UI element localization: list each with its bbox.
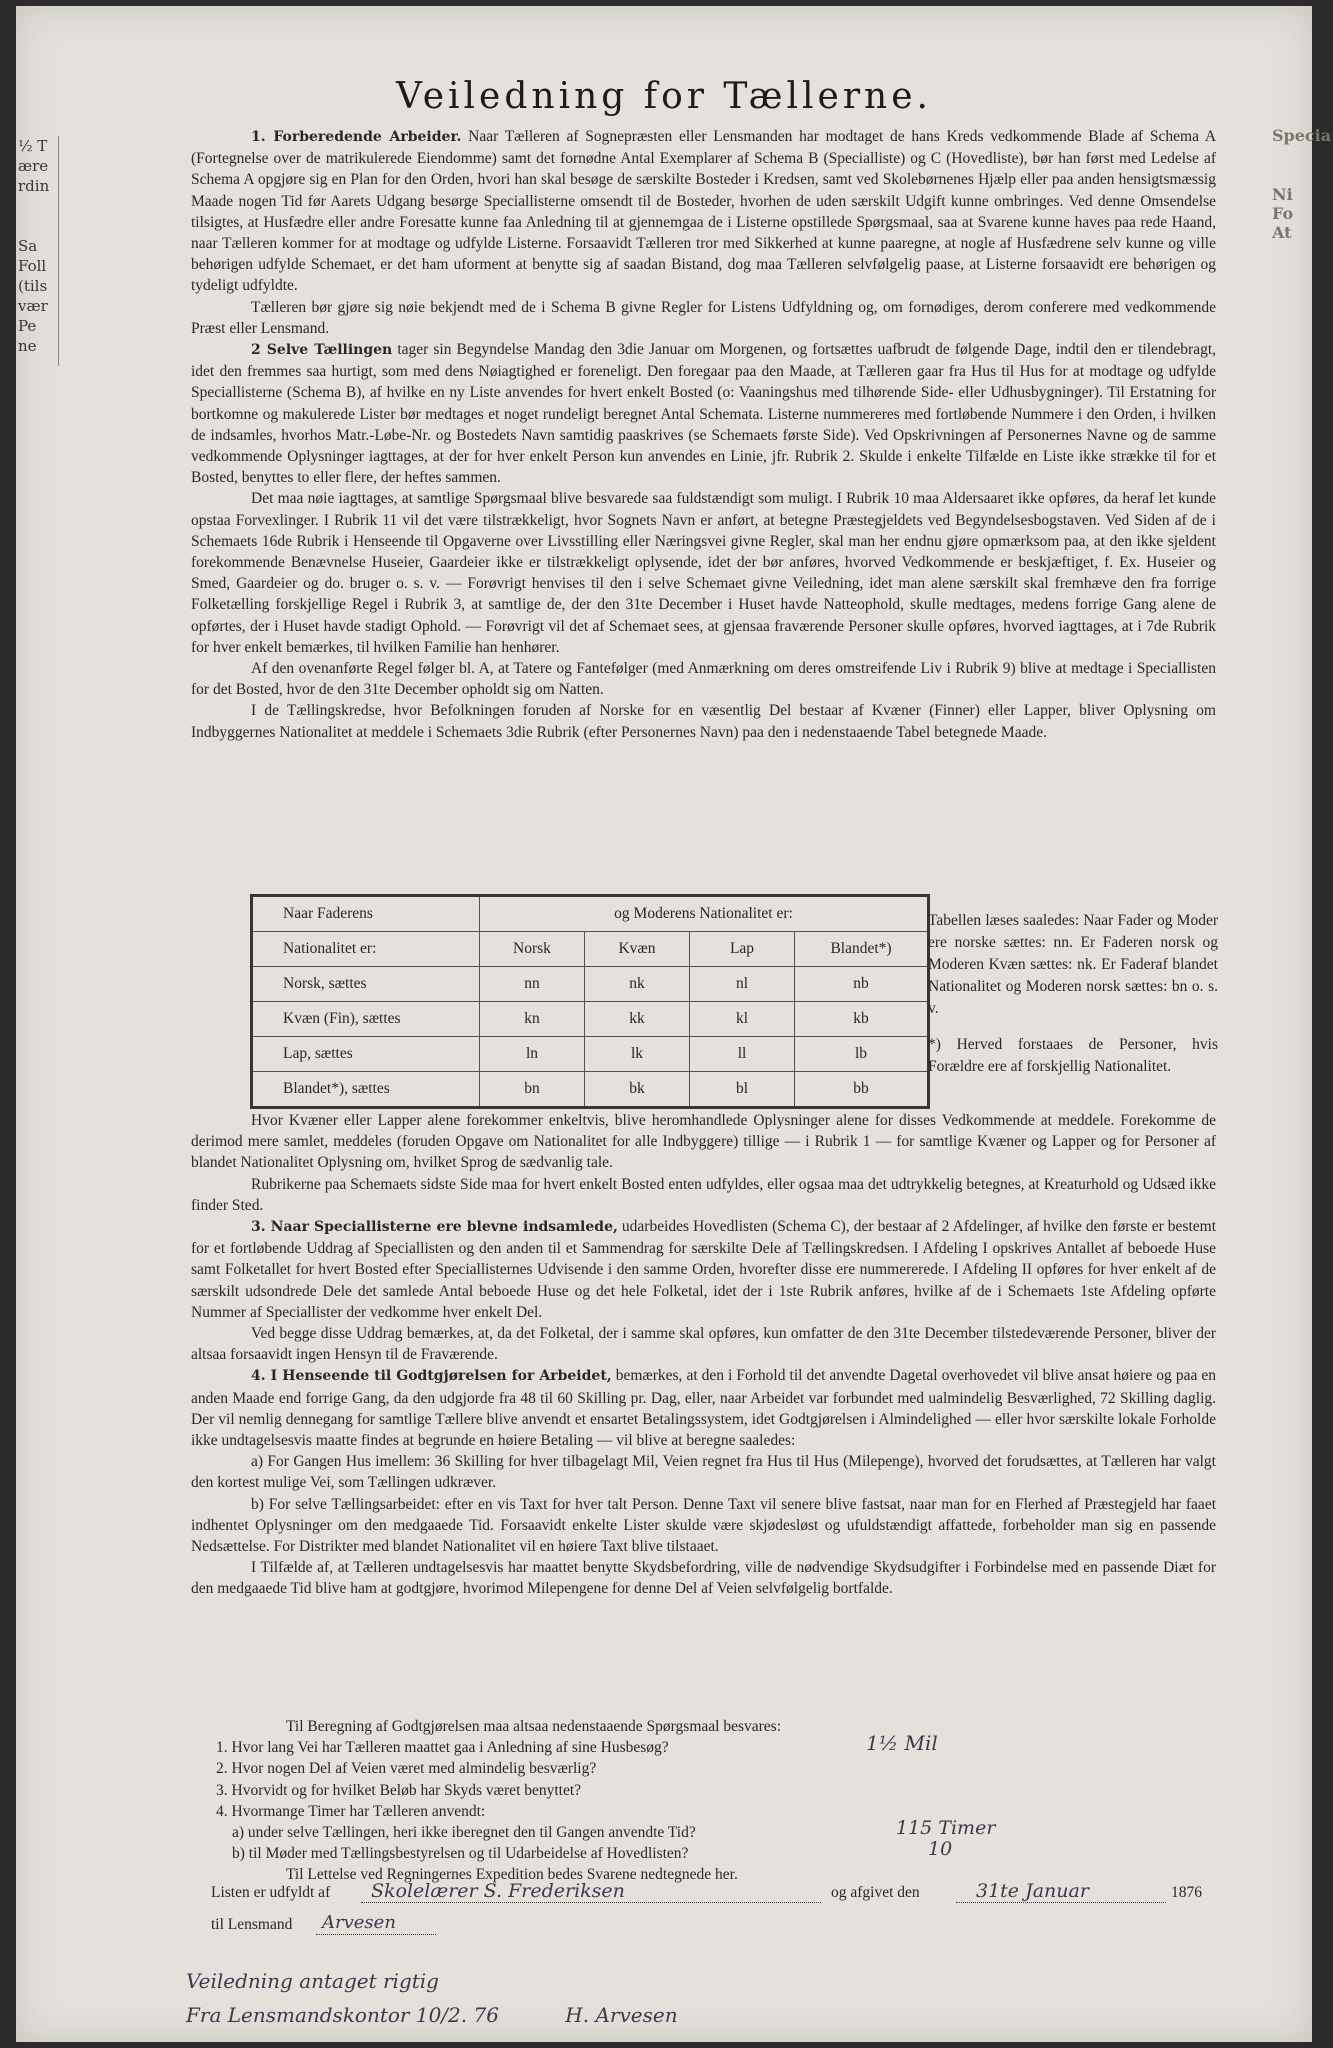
row-label: Lap, sættes xyxy=(252,1037,480,1072)
section-1-paragraph xyxy=(191,126,1216,297)
paragraph: Rubrikerne paa Schemaets sidste Side maa for hvert enkelt Bosted enten udfyldes, eller ogsaa maa det udtrykkelig betegnes, at Kreaturhold og Udsæd ikke finder Sted. xyxy=(191,1175,1216,1214)
table-cell: lb xyxy=(795,1037,929,1072)
margin-text: At xyxy=(1272,223,1292,242)
margin-text: Foll xyxy=(18,257,47,275)
paragraph: Det maa nøie iagttages, at samtlige Spørgsmaal blive besvarede saa fuldstændigt som muligt. I Rubrik 10 maa Aldersaaret ikke opføres, da heraf let kunde opstaa Forvexlinger. I Rubrik 11 vil det være tilstrækkeligt, hvor Sognets Navn er anført, at betegne Præstegjeldets ved Begyndelsesbogstaven. Ved Siden af de i Schemaets 16de Rubrik i Henseende til Opgaverne over Livsstilling eller Næringsvei givne Regler, skal man her endnu gjøre opmærksom paa, at den ikke sjeldent forekommende Benævnelse Huseier, Gaardeier ikke er tilstrækkeligt oplysende, idet der bør anføres, hvorved Vedkommende er beskjæftiget, f. Ex. Huseier og Smed, Gaardeier og do. bruger o. s. v. — Forøvrigt henvises til den i selve Schemaet givne Veiledning, idet man alene særskilt skal fremhæve den fra forrige Folketælling forskjellige Regel i Rubrik 3, at samtlige de, der den 31te December i Huset havde Natteophold, skulle medtages, medens forrige Gang alene de opførtes, der i Huset havde stadigt Ophold. — Forøvrigt vil det af Schemaet sees, at gjensaa fraværende Personer skulle opføres, hvorved iagttages, at i 7de Rubrik for hver enkelt bemærkes, til hvilken Familie han henhører. xyxy=(191,490,1216,656)
table-cell: ll xyxy=(690,1037,795,1072)
body-text-upper xyxy=(191,126,1216,743)
table-cell: kb xyxy=(795,1002,929,1037)
table-header-cell: Naar Faderens xyxy=(252,896,480,932)
question-text: a) under selve Tællingen, heri ikke iberegnet den til Gangen anvendte Tid? xyxy=(232,1823,696,1841)
column-header: Lap xyxy=(690,932,795,967)
list-item: b) For selve Tællingsarbeidet: efter en vis Taxt for hver talt Person. Denne Taxt vil senere blive fastsat, naar man for en Flerhed af Præstegjeld har faaet indhentet Oplysninger om den medgaaede Tid. Forsaavidt enkelte Lister skulde være skjødesløst og ufuldstændigt affattede, forbeholder man sig en passende Nedsættelse. For Distrikter med blandet Nationalitet vil en høiere Taxt blive tilstaaet. xyxy=(191,1495,1216,1556)
table-cell: ln xyxy=(480,1037,585,1072)
left-margin-fragment xyxy=(16,136,59,366)
row-label: Kvæn (Fin), sættes xyxy=(252,1002,480,1037)
section-heading: 4. I Henseende til Godtgjørelsen for Arbeidet, xyxy=(251,1368,612,1385)
completion-line xyxy=(211,1880,1221,1914)
row-label: Norsk, sættes xyxy=(252,967,480,1002)
section-2-paragraph xyxy=(191,339,1216,488)
table-cell: nb xyxy=(795,967,929,1002)
handwritten-answer: 115 Timer xyxy=(896,1816,996,1839)
question-text: 1. Hvor lang Vei har Tælleren maattet gaa i Anledning af sine Husbesøg? xyxy=(216,1739,669,1757)
margin-text: Pe xyxy=(18,317,37,335)
table-header-cell: og Moderens Nationalitet er: xyxy=(480,896,929,932)
section-4-paragraph xyxy=(191,1365,1216,1451)
question-row xyxy=(216,1731,1216,1758)
paragraph: Tælleren bør gjøre sig nøie bekjendt med de i Schema B givne Regler for Listens Udfyldning og, om fornødiges, derom conferere med vedkommende Præst eller Lensmand. xyxy=(191,298,1216,337)
paragraph: I de Tællingskredse, hvor Befolkningen foruden af Norske for en væsentlig Del bestaar af Kvæner (Finner) eller Lapper, bliver Oplysning om Indbyggernes Nationalitet at meddele i Schemaets 3die Rubrik (efter Personernes Navn) paa den i nedenstaaende Tabel betegnede Maade. xyxy=(191,702,1216,741)
table-cell: nk xyxy=(585,967,690,1002)
table-cell: kl xyxy=(690,1002,795,1037)
question-row xyxy=(216,1816,1216,1843)
paragraph: Af den ovenanførte Regel følger bl. A, at Tatere og Fantefølger (med Anmærkning om deres omstreifende Liv i Rubrik 9) blive at medtage i Speciallisten for det Bosted, hvor de den 31te December opholdt sig om Natten. xyxy=(191,660,1216,699)
question-text: 2. Hvor nogen Del af Veien været med almindelig besværlig? xyxy=(216,1760,597,1778)
paragraph-text: udarbeides Hovedlisten (Schema C), der bestaar af 2 Afdelinger, af hvilke den første er bestemt for et fortløbende Uddrag af Speciallisten og den anden til et Sammendrag for særskilte Dele af Tællingskredsen. I Afdeling I opskrives Antallet af beboede Huse samt Folketallet for hvert Bosted efter Speciallisternes Udvisende i den samme Orden, hvorefter disse ere nummererede. I Afdeling II opføres for hver enkelt af de særskilt udsondrede Dele det samlede Antal beboede Huse og det hele Folketal, idet der i 1ste Rubrik anføres, hvilke af de i Schemaets 1ste Afdeling opførte Nummer af Speciallister der vedkomme hver enkelt Del. xyxy=(191,1218,1217,1321)
table-cell: kn xyxy=(480,1002,585,1037)
endorsement-line: Veiledning antaget rigtig xyxy=(186,1969,439,1993)
completion-label: Listen er udfyldt af xyxy=(211,1884,331,1901)
margin-text: ære xyxy=(18,157,49,175)
table-cell: lk xyxy=(585,1037,690,1072)
signature: H. Arvesen xyxy=(565,2003,678,2027)
handwritten-date: 31te Januar xyxy=(976,1880,1089,1902)
handwritten-answer: 1½ Mil xyxy=(866,1731,938,1756)
paragraph: Hvor Kvæner eller Lapper alene forekommer enkeltvis, blive heromhandlede Oplysninger alene for disses Vedkommende at meddele. Forekomme de derimod mere samlet, meddeles (foruden Opgave om Nationalitet for alle Indbyggere) tillige — i Rubrik 1 — for samtlige Kvæner og Lapper og for Personer af blandet Nationalitet Oplysning om, hvilket Sprog de sædvanlig tale. xyxy=(191,1112,1216,1172)
column-header: Norsk xyxy=(480,932,585,967)
lensmand-field xyxy=(316,1912,436,1935)
margin-text: Fo xyxy=(1272,204,1294,223)
question-row xyxy=(216,1838,1216,1864)
endorsement-line-2 xyxy=(186,1998,1086,2032)
endorsement-text: Fra Lensmandskontor 10/2. 76 xyxy=(186,2003,499,2027)
nationality-table xyxy=(250,894,930,1109)
paragraph-text: tager sin Begyndelse Mandag den 3die Januar om Morgenen, og fortsættes uafbrudt de følgende Dage, indtil den er tilendebragt, idet den fremmes saa hurtigt, som med dens Nøiagtighed er foreneligt. Den foregaar paa den Maade, at Tælleren gaar fra Hus til Hus for at modtage og udfylde Speciallisterne (Schema B), af hvilke en ny Liste anvendes for hvert enkelt Bosted (o: Vaaningshus med tilhørende Side- eller Udhusbygninger). Til Erstatning for bortkomne og makulerede Lister bør medtages et noget rundeligt beregnet Antal Schemata. Listerne nummereres med fortløbende Nummere i den Orden, i hvilken de indsamles, hvorhos Matr.-Løbe-Nr. og Bostedets Navn samtidig paaskrives (se Schemaets første Side). Ved Opskrivningen af Personernes Navne og de samme vedkommende Oplysninger iagttages, at der for hver enkelt Person kun anvendes en Linie, jfr. Rubrik 2. Skulde i enkelte Tilfælde en Liste ikke strække til for et Bosted, benyttes to eller flere, der heftes sammen. xyxy=(191,341,1217,487)
date-field xyxy=(956,1880,1166,1903)
section-heading: 2 Selve Tællingen xyxy=(251,342,393,359)
list-item: a) For Gangen Hus imellem: 36 Skilling for hver tilbagelagt Mil, Veien regnet fra Hus til Hus (Milepenge), hvorved det forudsættes, at Tælleren har valgt den kortest mulige Vei, som Tællingen udkræver. xyxy=(191,1453,1216,1492)
lensmand-label: til Lensmand xyxy=(211,1916,293,1933)
paragraph-text: bemærkes, at den i Forhold til det anvendte Dagetal overhovedet vil blive ansat høiere og paa en anden Maade end forrige Gang, da den udgjorde fra 48 til 60 Skilling pr. Dag, eller, naar Arbeidet var forbundet med ualmindelig Besværlighed, 72 Skilling daglig. Der vil nemlig dennegang for samtlige Tællere blive anvendt et ensartet Betalingssystem, idet Godtgjørelsen i Almindelighed — eller hvor særskilte lokale Forholde ikke undtagelsesvis maatte findes at begrunde en høiere Betaling — vil blive at beregne saaledes: xyxy=(191,1367,1216,1450)
right-margin-fragment xyxy=(1272,126,1332,286)
questions-intro: Til Beregning af Godtgjørelsen maa altsaa nedenstaaende Spørgsmaal besvares: xyxy=(286,1718,782,1735)
table-footnote: *) Herved forstaaes de Personer, hvis Forældre ere af forskjellig Nationalitet. xyxy=(928,1036,1218,1075)
margin-text: vær xyxy=(18,297,48,315)
section-heading: 1. Forberedende Arbeider. xyxy=(251,129,462,145)
questions-block xyxy=(216,1716,1216,1886)
table-explanation-text: Tabellen læses saaledes: Naar Fader og Moder ere norske sættes: nn. Er Faderen norsk og Moderen Kvæn sættes: nk. Er Faderaf blandet Nationalitet og Moderen norsk sættes: bn o. s. v. xyxy=(928,912,1218,1017)
margin-text: Sa xyxy=(18,237,38,255)
table-header-row xyxy=(252,896,929,932)
table-row xyxy=(252,1037,929,1072)
table-row xyxy=(252,1072,929,1108)
column-header: Kvæn xyxy=(585,932,690,967)
column-header: Blandet*) xyxy=(795,932,929,967)
filled-by-field xyxy=(361,1880,821,1903)
table-cell: bb xyxy=(795,1072,929,1108)
paragraph: I Tilfælde af, at Tælleren undtagelsesvis har maattet benytte Skydsbefordring, ville de nødvendige Skydsudgifter i Forbindelse med en passende Diæt for den medgaaede Tid blive ham at godtgjøre, hvorimod Milepengene for denne Del af Veien selvfølgelig bortfalde. xyxy=(191,1559,1216,1598)
body-text-lower xyxy=(191,1110,1216,1600)
margin-text: Ni xyxy=(1272,185,1293,204)
table-cell: nl xyxy=(690,967,795,1002)
table-row xyxy=(252,967,929,1002)
handwritten-filled-by: Skolelærer S. Frederiksen xyxy=(371,1880,625,1902)
margin-text: (tils xyxy=(18,277,48,295)
page-title: Veiledning for Tællerne. xyxy=(396,76,932,117)
margin-text: ne xyxy=(18,337,37,355)
handwritten-answer: 10 xyxy=(928,1838,953,1861)
table-row xyxy=(252,1002,929,1037)
handwritten-lensmand: Arvesen xyxy=(322,1912,396,1933)
table-header-cell: Nationalitet er: xyxy=(252,932,480,967)
margin-text: Specia xyxy=(1272,126,1332,145)
date-label: og afgivet den xyxy=(831,1884,920,1901)
table-cell: bn xyxy=(480,1072,585,1108)
table-cell: nn xyxy=(480,967,585,1002)
question-text: b) til Møder med Tællingsbestyrelsen og til Udarbeidelse af Hovedlisten? xyxy=(232,1845,689,1863)
row-label: Blandet*), sættes xyxy=(252,1072,480,1108)
lensmand-line xyxy=(211,1912,1221,1946)
table-cell: kk xyxy=(585,1002,690,1037)
question-text: 4. Hvormange Timer har Tælleren anvendt: xyxy=(216,1802,486,1820)
table-cell: bl xyxy=(690,1072,795,1108)
paragraph-text: Naar Tælleren af Sognepræsten eller Lensmanden har modtaget de hans Kreds vedkommende Blade af Schema A (Fortegnelse over de matrikulerede Eiendomme) samt det fornødne Antal Exemplarer af Schema B (Specialliste) og C (Hovedliste), bør han først med Ledelse af Schema A opgjøre sig en Plan for den Orden, hvori han skal besøge de særskilte Bosteder i Kredsen, samt ved Skolebørnenes Hjælp eller paa anden hensigtsmæssig Maade nogen Tid før Aarets Udgang besørge Speciallisterne omsendt til de Bosteder, hvorhen de uden særskilt Udgift kunne ombringes. Ved denne Omsendelse tilsigtes, at Husfædre eller andre Foresatte kunne faa Anledning til at gjennemgaa de i Listerne opstillede Spørgsmaal, saa at Svarene kunne haves paa rede Haand, naar Tælleren kommer for at modtage og udfylde Listerne. Forsaavidt Tælleren tror med Sikkerhed at kunne paaregne, at nogle af Husfædrene selv kunne og ville behørigen udfylde Schemaet, er det ham uforment at benytte sig af saadan Bistand, dog maa Tælleren selvfølgelig paase, at Listerne forsaavidt ere behørigen og tydeligt udfyldte. xyxy=(191,128,1217,295)
table-cell: bk xyxy=(585,1072,690,1108)
questions-closing: Til Lettelse ved Regningernes Expedition bedes Svarene nedtegnede her. xyxy=(286,1866,738,1884)
table-header-row xyxy=(252,932,929,967)
census-instruction-sheet xyxy=(16,6,1332,2042)
margin-text: ½ T xyxy=(18,137,48,155)
section-3-paragraph xyxy=(191,1216,1216,1323)
year: 1876 xyxy=(1171,1884,1202,1901)
question-text: 3. Hvorvidt og for hvilket Beløb har Skyds været benyttet? xyxy=(216,1781,582,1799)
handwritten-endorsement xyxy=(186,1964,1086,2032)
margin-text: rdin xyxy=(18,177,50,195)
paragraph: Ved begge disse Uddrag bemærkes, at, da det Folketal, der i samme skal opføres, kun omfatter de den 31te December tilstedeværende Personer, bliver der altsaa forsaavidt ingen Hensyn til de Fraværende. xyxy=(191,1325,1216,1364)
section-heading: 3. Naar Speciallisterne ere blevne indsamlede, xyxy=(251,1219,618,1236)
table-explanation xyxy=(928,910,1218,1092)
